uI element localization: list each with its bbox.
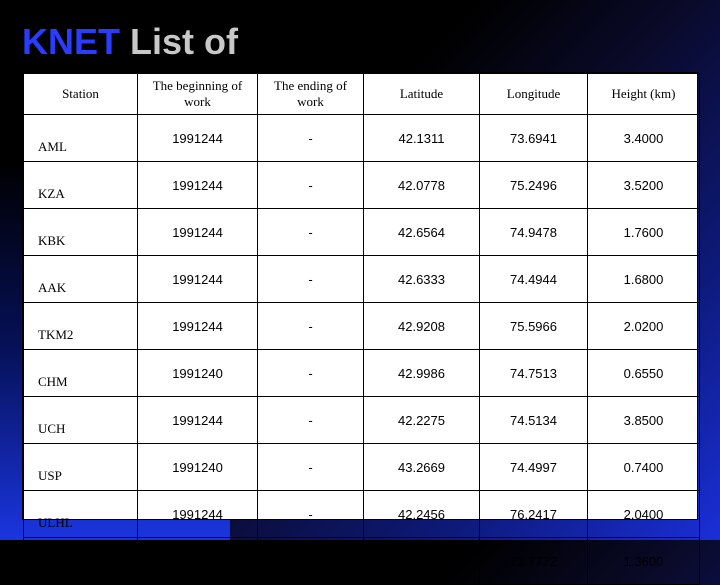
cell-longitude: 74.5134 [480, 397, 588, 444]
cell-beginning: 1991244 [138, 491, 258, 538]
station-table [23, 73, 700, 585]
cell-latitude: 42.9986 [364, 350, 480, 397]
slide-title-part1: KNET [22, 21, 120, 62]
cell-height: 1.3600 [588, 538, 700, 585]
cell-beginning: 1991240 [138, 350, 258, 397]
cell-height: 2.0400 [588, 491, 700, 538]
cell-ending: - [258, 115, 364, 162]
cell-ending: - [258, 350, 364, 397]
cell-station: TKM2 [24, 303, 138, 350]
cell-ending: - [258, 303, 364, 350]
table-row [24, 350, 700, 397]
cell-ending: - [258, 538, 364, 585]
header-station: Station [24, 74, 138, 115]
table-row [24, 444, 700, 491]
header-height: Height (km) [588, 74, 700, 115]
slide-title [22, 20, 238, 64]
cell-ending: - [258, 162, 364, 209]
cell-latitude: 42.2456 [364, 491, 480, 538]
table-row [24, 491, 700, 538]
cell-longitude: 74.9478 [480, 209, 588, 256]
cell-ending: - [258, 444, 364, 491]
cell-height: 0.7400 [588, 444, 700, 491]
cell-latitude: 42.9208 [364, 303, 480, 350]
cell-station: AML [24, 115, 138, 162]
cell-height: 3.5200 [588, 162, 700, 209]
header-beginning-of-work: The beginning of work [138, 74, 258, 115]
cell-latitude: 42.6333 [364, 256, 480, 303]
header-longitude: Longitude [480, 74, 588, 115]
table-header-row [24, 74, 700, 115]
cell-beginning: 1991244 [138, 303, 258, 350]
table-row [24, 115, 700, 162]
table-row [24, 162, 700, 209]
table-row [24, 209, 700, 256]
header-latitude: Latitude [364, 74, 480, 115]
cell-beginning: 1991240 [138, 444, 258, 491]
cell-latitude: 42.1311 [364, 115, 480, 162]
cell-longitude: 74.4997 [480, 444, 588, 491]
cell-beginning: 1991240 [138, 538, 258, 585]
station-table-container [22, 72, 698, 577]
cell-longitude: 75.2496 [480, 162, 588, 209]
cell-latitude: 42.6615 [364, 538, 480, 585]
cell-beginning: 1991244 [138, 209, 258, 256]
cell-longitude: 76.2417 [480, 491, 588, 538]
cell-station: KZA [24, 162, 138, 209]
cell-height: 1.6800 [588, 256, 700, 303]
cell-station: UCH [24, 397, 138, 444]
cell-beginning: 1991244 [138, 397, 258, 444]
cell-station: CHM [24, 350, 138, 397]
cell-station: AAK [24, 256, 138, 303]
cell-height: 2.0200 [588, 303, 700, 350]
cell-station: ULHL [24, 491, 138, 538]
slide-title-part2: List of [130, 21, 238, 62]
table-row [24, 303, 700, 350]
cell-ending: - [258, 397, 364, 444]
cell-longitude: 74.4944 [480, 256, 588, 303]
cell-latitude: 42.6564 [364, 209, 480, 256]
cell-height: 3.4000 [588, 115, 700, 162]
cell-longitude: 73.6941 [480, 115, 588, 162]
cell-height: 3.8500 [588, 397, 700, 444]
cell-beginning: 1991244 [138, 115, 258, 162]
cell-latitude: 42.2275 [364, 397, 480, 444]
cell-ending: - [258, 256, 364, 303]
cell-longitude: 75.5966 [480, 303, 588, 350]
cell-longitude: 74.7513 [480, 350, 588, 397]
cell-ending: - [258, 491, 364, 538]
cell-height: 0.6550 [588, 350, 700, 397]
cell-station: USP [24, 444, 138, 491]
table-row [24, 256, 700, 303]
cell-latitude: 43.2669 [364, 444, 480, 491]
cell-beginning: 1991244 [138, 162, 258, 209]
cell-longitude: 73.7772 [480, 538, 588, 585]
cell-latitude: 42.0778 [364, 162, 480, 209]
cell-station: EKS2 [24, 538, 138, 585]
table-row [24, 397, 700, 444]
table-row [24, 538, 700, 585]
cell-ending: - [258, 209, 364, 256]
header-ending-of-work: The ending of work [258, 74, 364, 115]
cell-height: 1.7600 [588, 209, 700, 256]
cell-station: KBK [24, 209, 138, 256]
cell-beginning: 1991244 [138, 256, 258, 303]
